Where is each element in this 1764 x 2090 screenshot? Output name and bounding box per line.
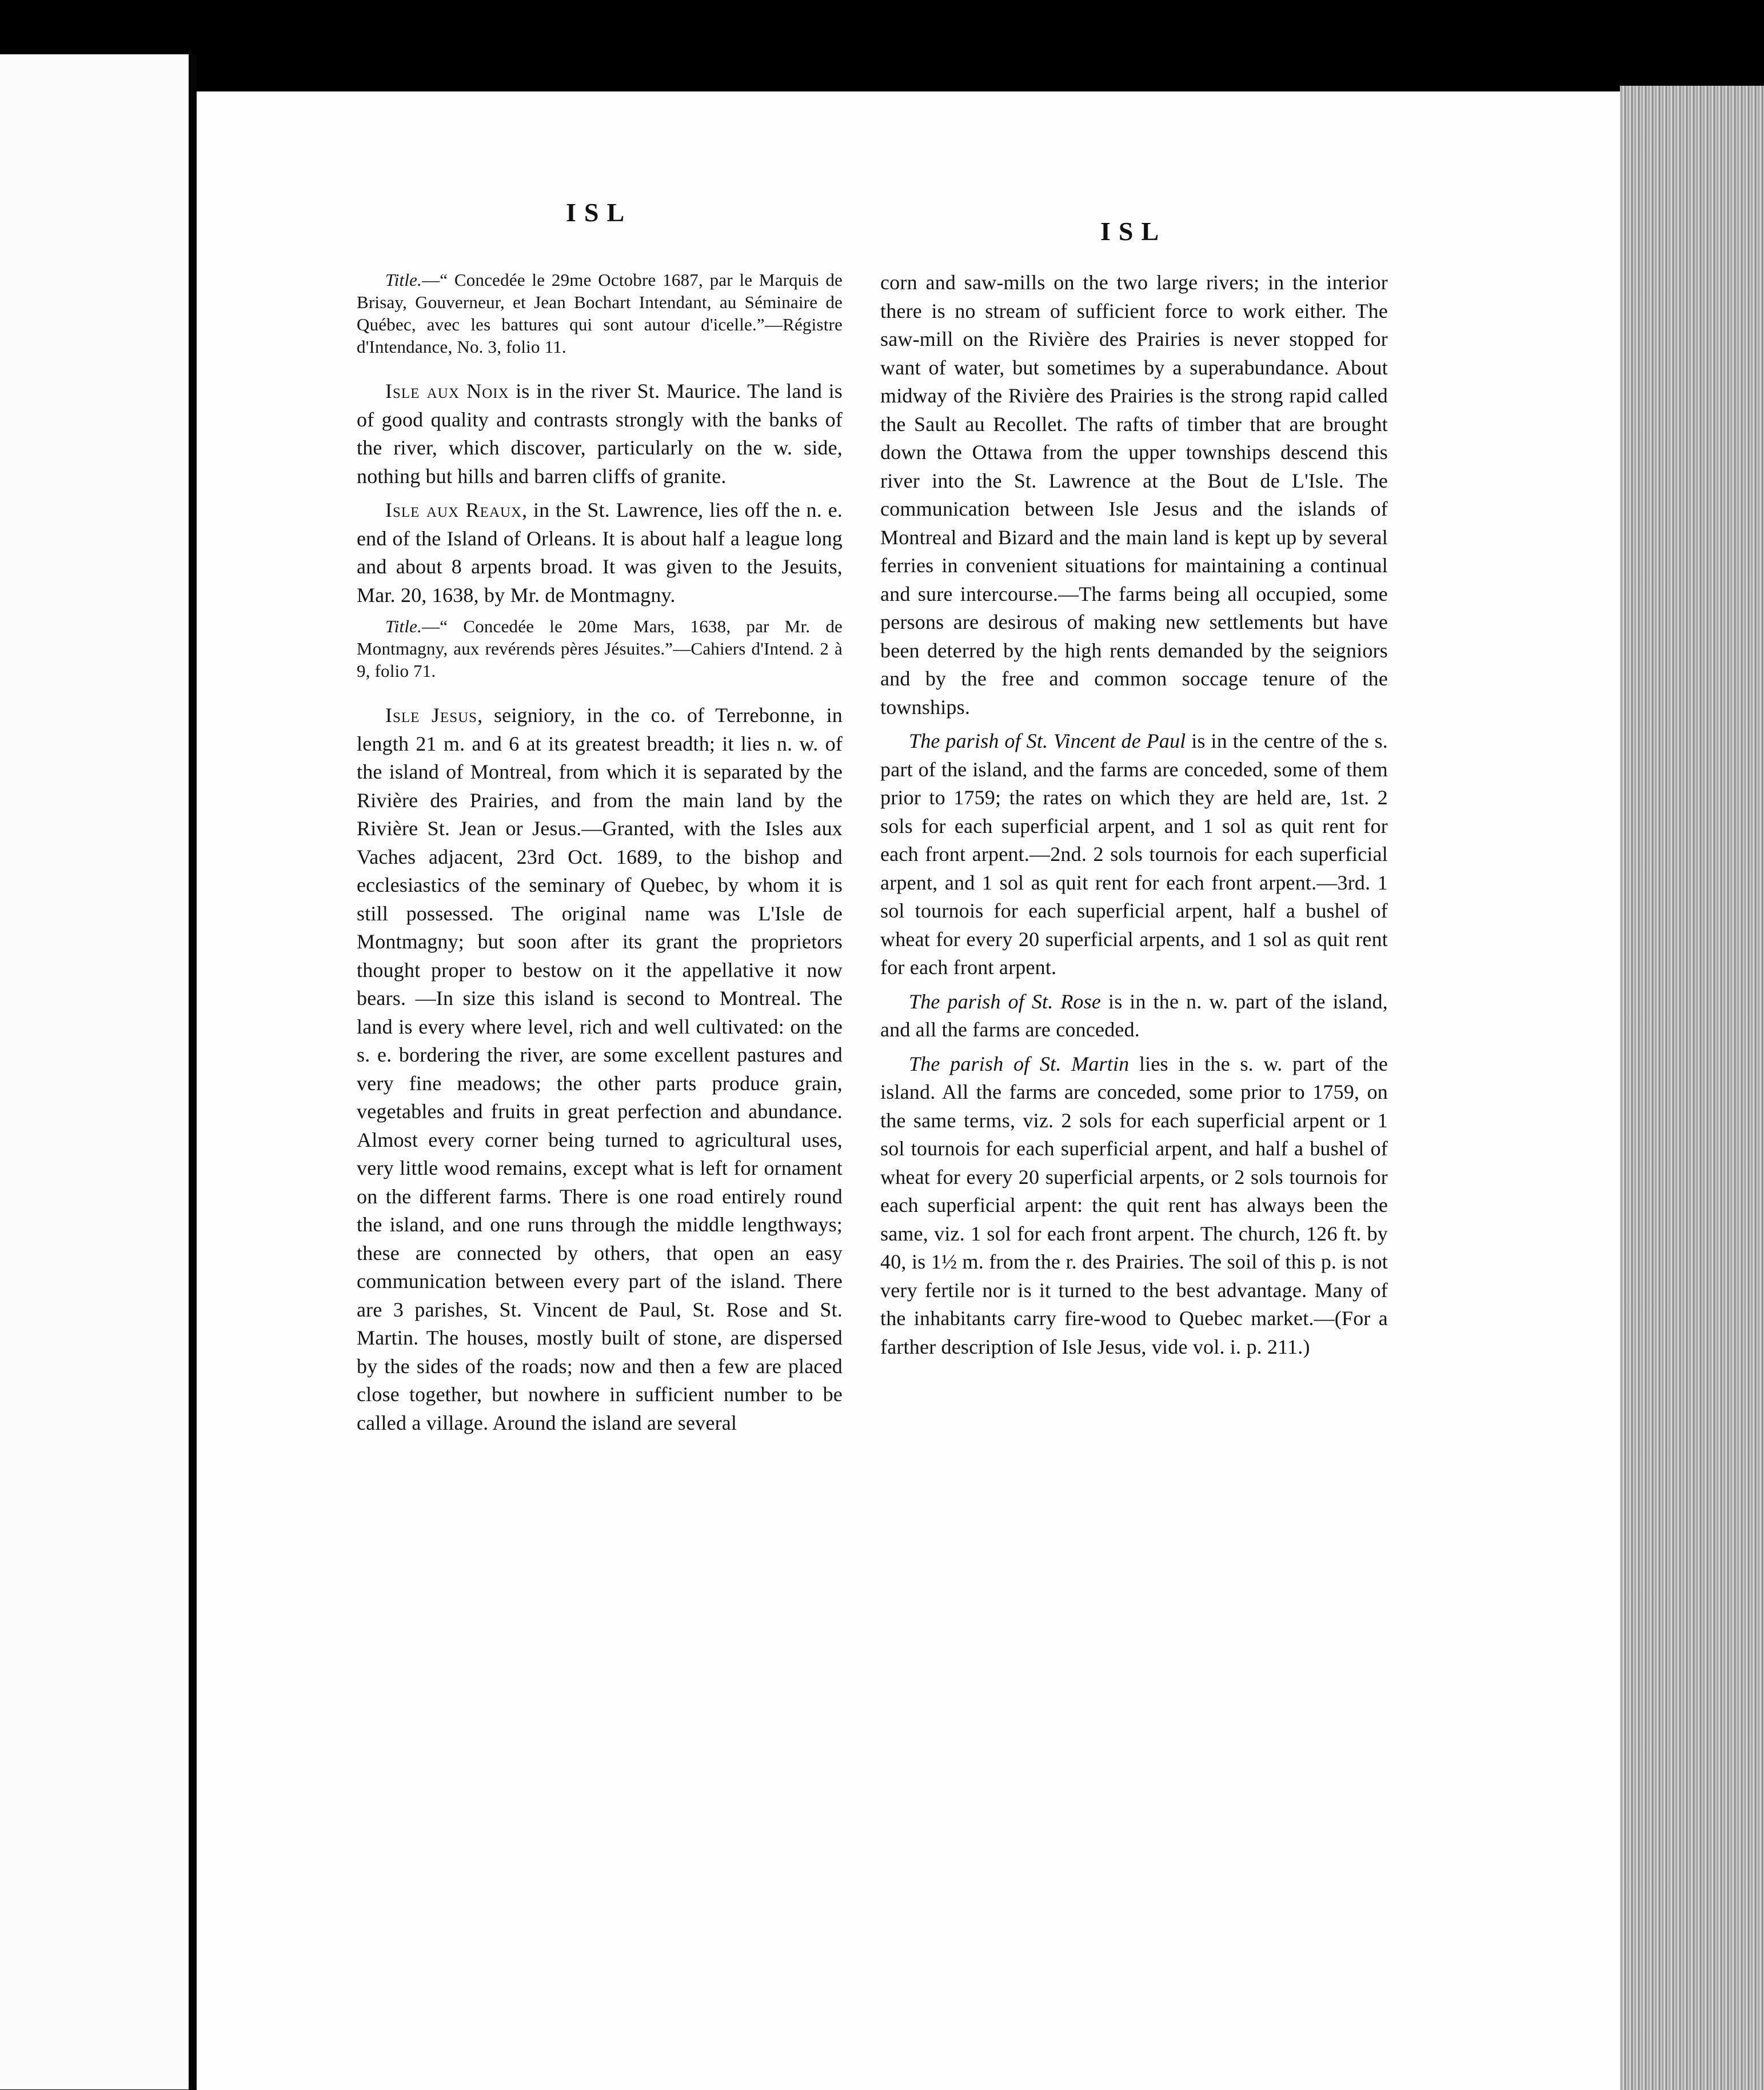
entry-text: is in the river St. Maurice. The land is of good quality and contrasts strongly with the banks of the river, which discover, particularly on the w. side, nothing but hills and barren cliffs of granite.	[357, 380, 843, 488]
parish-name: The parish of St. Martin	[909, 1052, 1130, 1075]
entry-name: Isle Jesus	[385, 704, 478, 727]
parish-st-rose	[880, 988, 1388, 1044]
title-note-2	[357, 615, 843, 682]
running-head-left: ISL	[566, 198, 633, 227]
title-text: —“ Concedée le 29me Octobre 1687, par le Marquis de Brisay, Gouverneur, et Jean Bochart Intendant, au Séminaire de Québec, avec les battures qui sont autour d'icelle.”—Régistre d'Intendance, No. 3, folio 11.	[357, 270, 843, 357]
parish-text: is in the n. w. part of the island, and all the farms are conceded.	[880, 990, 1388, 1041]
title-text: —“ Concedée le 20me Mars, 1638, par Mr. de Montmagny, aux revérends pères Jésuites.”—Cahiers d'Intend. 2 à 9, folio 71.	[357, 616, 843, 681]
entry-isle-aux-reaux	[357, 496, 843, 609]
continued-paragraph: corn and saw-mills on the two large rivers; in the interior there is no stream of sufficient force to work either. The saw-mill on the Rivière des Prairies is never stopped for want of water, but sometimes by a superabundance. About midway of the Rivière des Prairies is the strong rapid called the Sault au Recollet. The rafts of timber that are brought down the Ottawa from the upper townships descend this river into the St. Lawrence at the Bout de L'Isle. The communication between Isle Jesus and the islands of Montreal and Bizard and the main land is kept up by several ferries in convenient situations for maintaining a continual and sure intercourse.—The farms being all occupied, some persons are desirous of making new settlements but have been deterred by the high rents demanded by the seigniors and by the free and common soccage tenure of the townships.	[880, 271, 1388, 719]
right-column	[880, 269, 1388, 1361]
book-gutter	[189, 54, 197, 2089]
facing-page-edge	[0, 54, 192, 2089]
page-stack-edges	[1620, 86, 1764, 2090]
entry-text: , seigniory, in the co. of Terrebonne, in length 21 m. and 6 at its greatest breadth; it lies n. w. of the island of Montreal, from which it is separated by the Rivière des Prairies, and from the main land by the Rivière St. Jean or Jesus.—Granted, with the Isles aux Vaches adjacent, 23rd Oct. 1689, to the bishop and ecclesiastics of the seminary of Quebec, by whom it is still possessed. The original name was L'Isle de Montmagny; but soon after its grant the proprietors thought proper to bestow on it the appellative it now bears. —In size this island is second to Montreal. The land is every where level, rich and well cultivated: on the s. e. bordering the river, are some excellent pastures and very fine meadows; the other parts produce grain, vegetables and fruits in great perfection and abundance. Almost every corner being turned to agricultural uses, very little wood remains, except what is left for ornament on the different farms. There is one road entirely round the island, and one runs through the middle lengthways; these are connected by others, that open an easy communication between every part of the island. There are 3 parishes, St. Vincent de Paul, St. Rose and St. Martin. The houses, mostly built of stone, are dispersed by the sides of the roads; now and then a few are placed close together, but nowhere in sufficient number to be called a village. Around the island are several	[357, 704, 843, 1434]
entry-isle-jesus	[357, 701, 843, 1437]
parish-st-martin	[880, 1050, 1388, 1362]
entry-text: , in the St. Lawrence, lies off the n. e. end of the Island of Orleans. It is about half a league long and about 8 arpents broad. It was given to the Jesuits, Mar. 20, 1638, by Mr. de Montmagny.	[357, 498, 843, 607]
entry-name: Isle aux Noix	[385, 380, 509, 402]
left-column	[357, 269, 843, 1437]
parish-text: lies in the s. w. part of the island. All the farms are conceded, some prior to 1759, on the same terms, viz. 2 sols for each superficial arpent or 1 sol tournois for each superficial arpent, and half a bushel of wheat for every 20 superficial arpents, or 2 sols tournois for each superficial arpent: the quit rent has always been the same, viz. 1 sol for each front arpent. The church, 126 ft. by 40, is 1½ m. from the r. des Prairies. The soil of this p. is not very fertile nor is it turned to the best advantage. Many of the inhabitants carry fire-wood to Quebec market.—(For a farther description of Isle Jesus, vide vol. i. p. 211.)	[880, 1052, 1388, 1358]
entry-isle-aux-noix	[357, 377, 843, 490]
running-head-right: ISL	[1100, 217, 1167, 246]
title-note-1	[357, 269, 843, 358]
entry-name: Isle aux Reaux	[385, 498, 522, 521]
parish-st-vincent	[880, 727, 1388, 982]
parish-name: The parish of St. Rose	[909, 990, 1101, 1013]
title-label: Title.	[385, 270, 422, 290]
parish-name: The parish of St. Vincent de Paul	[909, 729, 1186, 752]
parish-text: is in the centre of the s. part of the island, and the farms are conceded, some of them prior to 1759; the rates on which they are held are, 1st. 2 sols for each superficial arpent, and 1 sol as quit rent for each front arpent.—2nd. 2 sols tournois for each superficial arpent, and 1 sol as quit rent for each front arpent.—3rd. 1 sol tournois for each superficial arpent, half a bushel of wheat for every 20 superficial arpents, and 1 sol as quit rent for each front arpent.	[880, 729, 1388, 979]
title-label: Title.	[385, 616, 422, 636]
